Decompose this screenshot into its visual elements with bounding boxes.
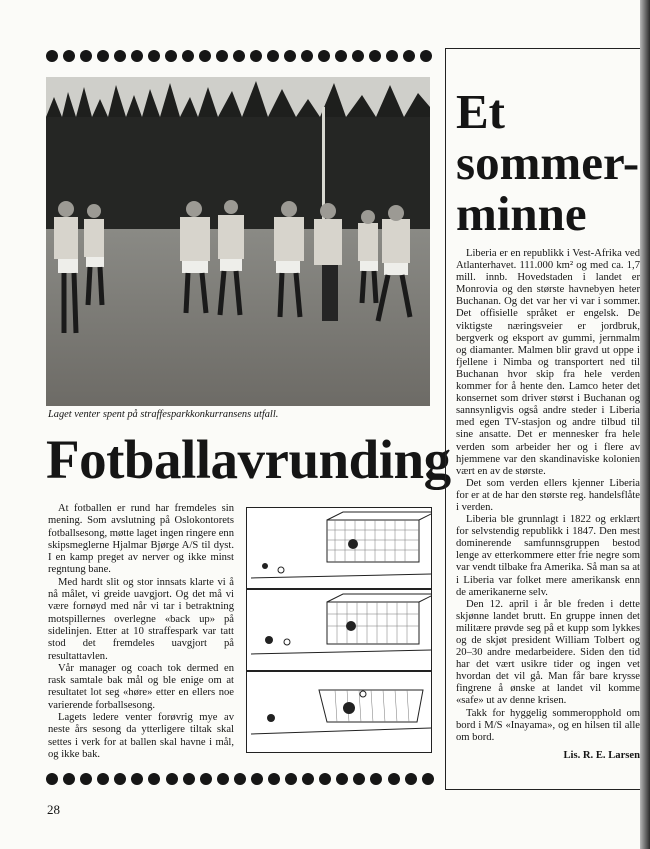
dot-border-bottom <box>46 772 434 786</box>
right-paragraph: Liberia ble grunnlagt i 1822 og erklært for selvstendig republikk i 1847. Den mest dominerende samfunnsgruppen bestod lenge av etterkommere etter frie negre som var vendt tilbake fra Amerika. Så man sa at i Liberia var folket mere amerikansk enn de amerikanerne selv. <box>456 514 640 598</box>
title-line: Et <box>456 84 505 139</box>
right-paragraph: Den 12. april i år ble freden i dette skjønne landet brutt. En gruppe innen det militære prøvde seg på et kupp som lykkes og de skjøt president William Tolbert og 20–30 andre medarbeidere. Siden den tid har det vært usikre tider og ingen vet hvordan det vil gå. Man får bare krysse fingrene å ønske at landet vil komme «safe» ut av denne krisen. <box>456 598 640 707</box>
left-paragraph: Med hardt slit og stor innsats klarte vi å nå målet, vi greide uavgjort. Og det må vi være fornøyd med når vi tar i betraktning motspillernes overlegne «back up» på sidelinjen. Etter at 10 straffespark var tatt stod det fremdeles uavgjort på resultattavlen. <box>48 576 234 662</box>
author-signature: Lis. R. E. Larsen <box>563 749 640 761</box>
left-paragraph: At fotballen er rund har fremdeles sin mening. Som avslutning på Oslokontorets fotballsesong, møtte laget ingen ringere enn skipsmeglerne Hjalmar Bjørge A/S til dyst. I en kamp preget av nerver og ikke minst regntung bane. <box>48 503 234 576</box>
left-paragraph: Vår manager og coach tok dermed en rask samtale bak mål og ble enige om at resultatet lot seg «høre» etter en ellers noe varierende forballsesong. <box>48 662 234 711</box>
right-paragraph: Liberia er en republikk i Vest-Afrika ved Atlanterhavet. 111.000 km² og med ca. 1,7 mill. innb. Hovedstaden i landet er Monrovia og den største havnebyen heter Buchanan. Og det var her vi var i sommer. Det offisielle språket er engelsk. De viktigste næringsveier er jordbruk, bergverk og eksport av gummi, jernmalm og diamanter. Malmen blir gravd ut oppe i fjellene i Nimba og transportert ned til Buchanan hvor skip fra hele verden kommer for å hente den. Lamco heter det konsernet som driver størst i Buchanan og sannsynligvis også andre steder i Liberia med egen TV-stasjon og andre tilbud til sine ansatte. Det er mennesker fra hele verden som arbeider her og i flere av hjemmene var den skandinaviske kolonien vært en av de største. <box>456 248 640 477</box>
left-article-body <box>48 503 234 761</box>
dot-border-top <box>46 49 432 63</box>
cartoon-panel-2 <box>246 589 432 671</box>
right-article-body <box>456 248 640 762</box>
headline: Fotballavrunding <box>46 429 451 490</box>
photo-caption: Laget venter spent på straffesparkkonkurransens utfall. <box>48 409 279 420</box>
cartoon-panel-1 <box>246 507 432 589</box>
page-binding-edge <box>640 0 650 849</box>
cartoon-panel-3 <box>246 671 432 753</box>
article-title <box>456 86 639 239</box>
team-photo <box>46 77 430 406</box>
right-paragraph: Takk for hyggelig sommeropphold om bord i M/S «Inayama», og en hilsen til alle om bord. <box>456 707 640 743</box>
title-line: sommer- <box>456 135 640 190</box>
title-line: minne <box>456 186 587 241</box>
page-number: 28 <box>47 802 60 817</box>
right-paragraph: Det som verden ellers kjenner Liberia for er at de har den største reg. handelsflåte i verden. <box>456 477 640 513</box>
left-paragraph: Lagets ledere venter forøvrig mye av neste års sesong da ytterligere tiltak skal settes i verk for at ballen skal havne i mål, og ikke bak. <box>48 712 234 760</box>
